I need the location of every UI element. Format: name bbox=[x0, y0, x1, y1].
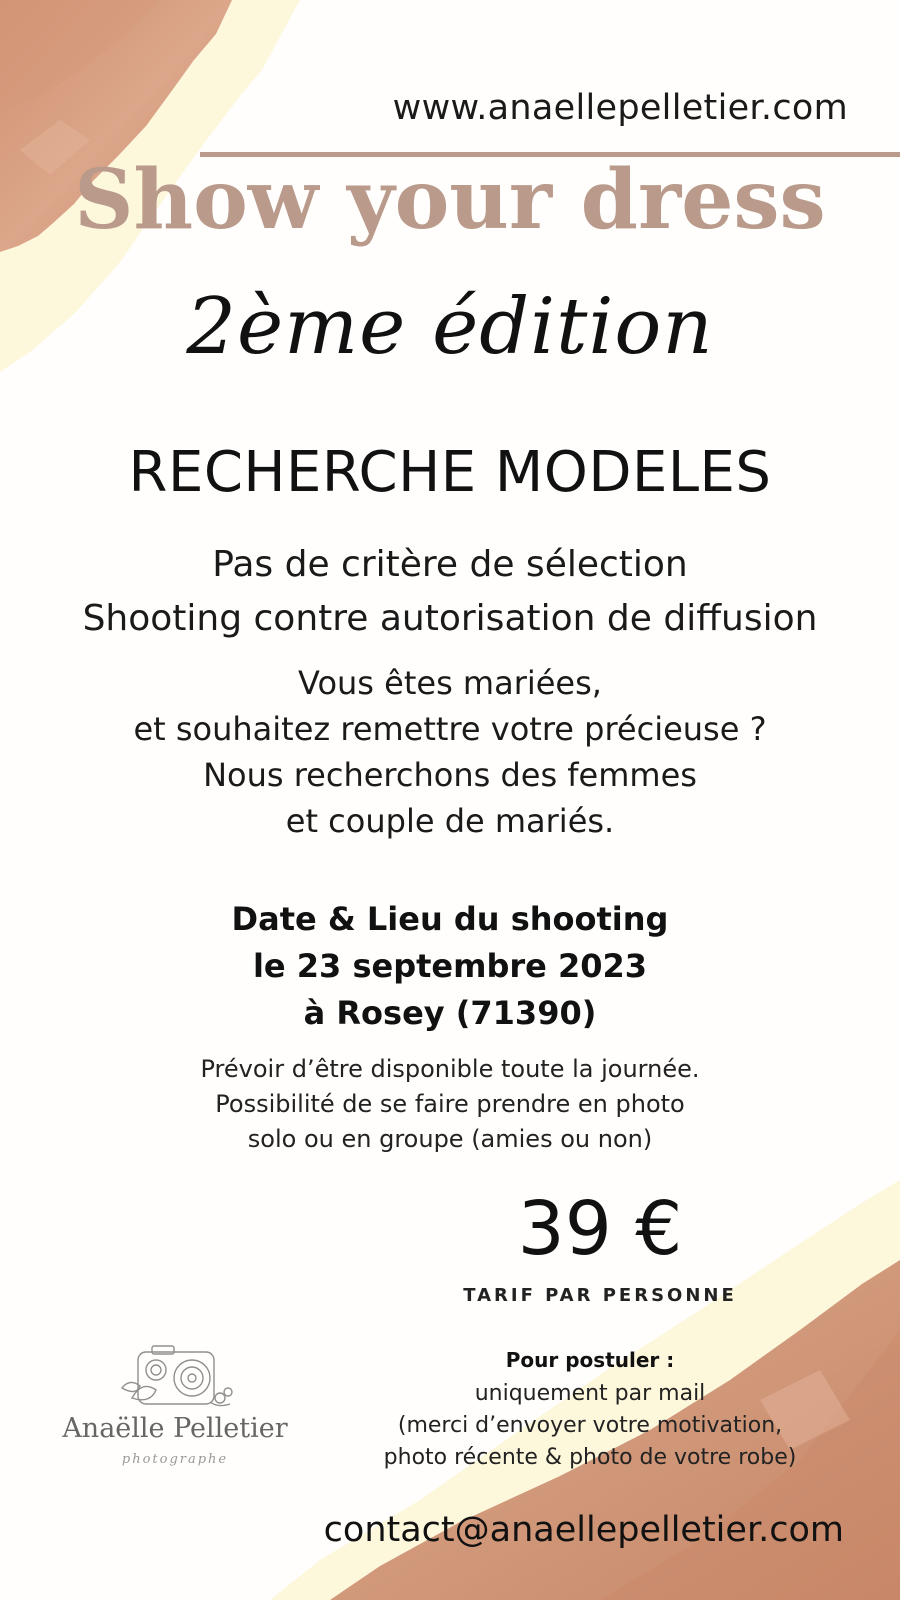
intro-line: Nous recherchons des femmes bbox=[203, 756, 697, 794]
contact-email[interactable]: contact@anaellepelletier.com bbox=[323, 1510, 844, 1550]
note-line: Possibilité de se faire prendre en photo bbox=[215, 1090, 685, 1118]
apply-instructions bbox=[370, 1378, 810, 1474]
apply-line: uniquement par mail bbox=[474, 1381, 706, 1406]
availability-note bbox=[0, 1052, 900, 1157]
edition-label: 2ème édition bbox=[186, 282, 714, 372]
criteria-line: Pas de critère de sélection bbox=[212, 544, 688, 585]
event-title: Show your dress bbox=[74, 152, 826, 248]
logo-subtitle: photographe bbox=[121, 1452, 229, 1467]
logo-name: Anaëlle Pelletier bbox=[62, 1413, 288, 1444]
apply-line: (merci d’envoyer votre motivation, bbox=[397, 1413, 783, 1438]
criteria-line: Shooting contre autorisation de diffusion bbox=[82, 598, 818, 639]
intro-line: et souhaitez remettre votre précieuse ? bbox=[133, 710, 767, 748]
recruitment-heading: RECHERCHE MODELES bbox=[128, 440, 772, 505]
price: 39 € bbox=[517, 1186, 683, 1272]
apply-line: photo récente & photo de votre robe) bbox=[383, 1445, 797, 1470]
criteria-block bbox=[0, 538, 900, 646]
camera-flowers-icon bbox=[60, 1340, 290, 1470]
shooting-date: le 23 septembre 2023 bbox=[252, 947, 648, 985]
note-line: solo ou en groupe (amies ou non) bbox=[247, 1125, 653, 1153]
intro-line: Vous êtes mariées, bbox=[298, 664, 602, 702]
apply-heading: Pour postuler : bbox=[505, 1348, 675, 1372]
intro-line: et couple de mariés. bbox=[285, 802, 615, 840]
note-line: Prévoir d’être disponible toute la journée. bbox=[200, 1055, 700, 1083]
shooting-location: à Rosey (71390) bbox=[303, 994, 597, 1032]
shooting-info bbox=[0, 896, 900, 1037]
shooting-heading: Date & Lieu du shooting bbox=[231, 900, 669, 938]
website-url[interactable]: www.anaellepelletier.com bbox=[392, 88, 848, 128]
intro-block bbox=[0, 660, 900, 844]
price-label: TARIF PAR PERSONNE bbox=[463, 1285, 737, 1306]
